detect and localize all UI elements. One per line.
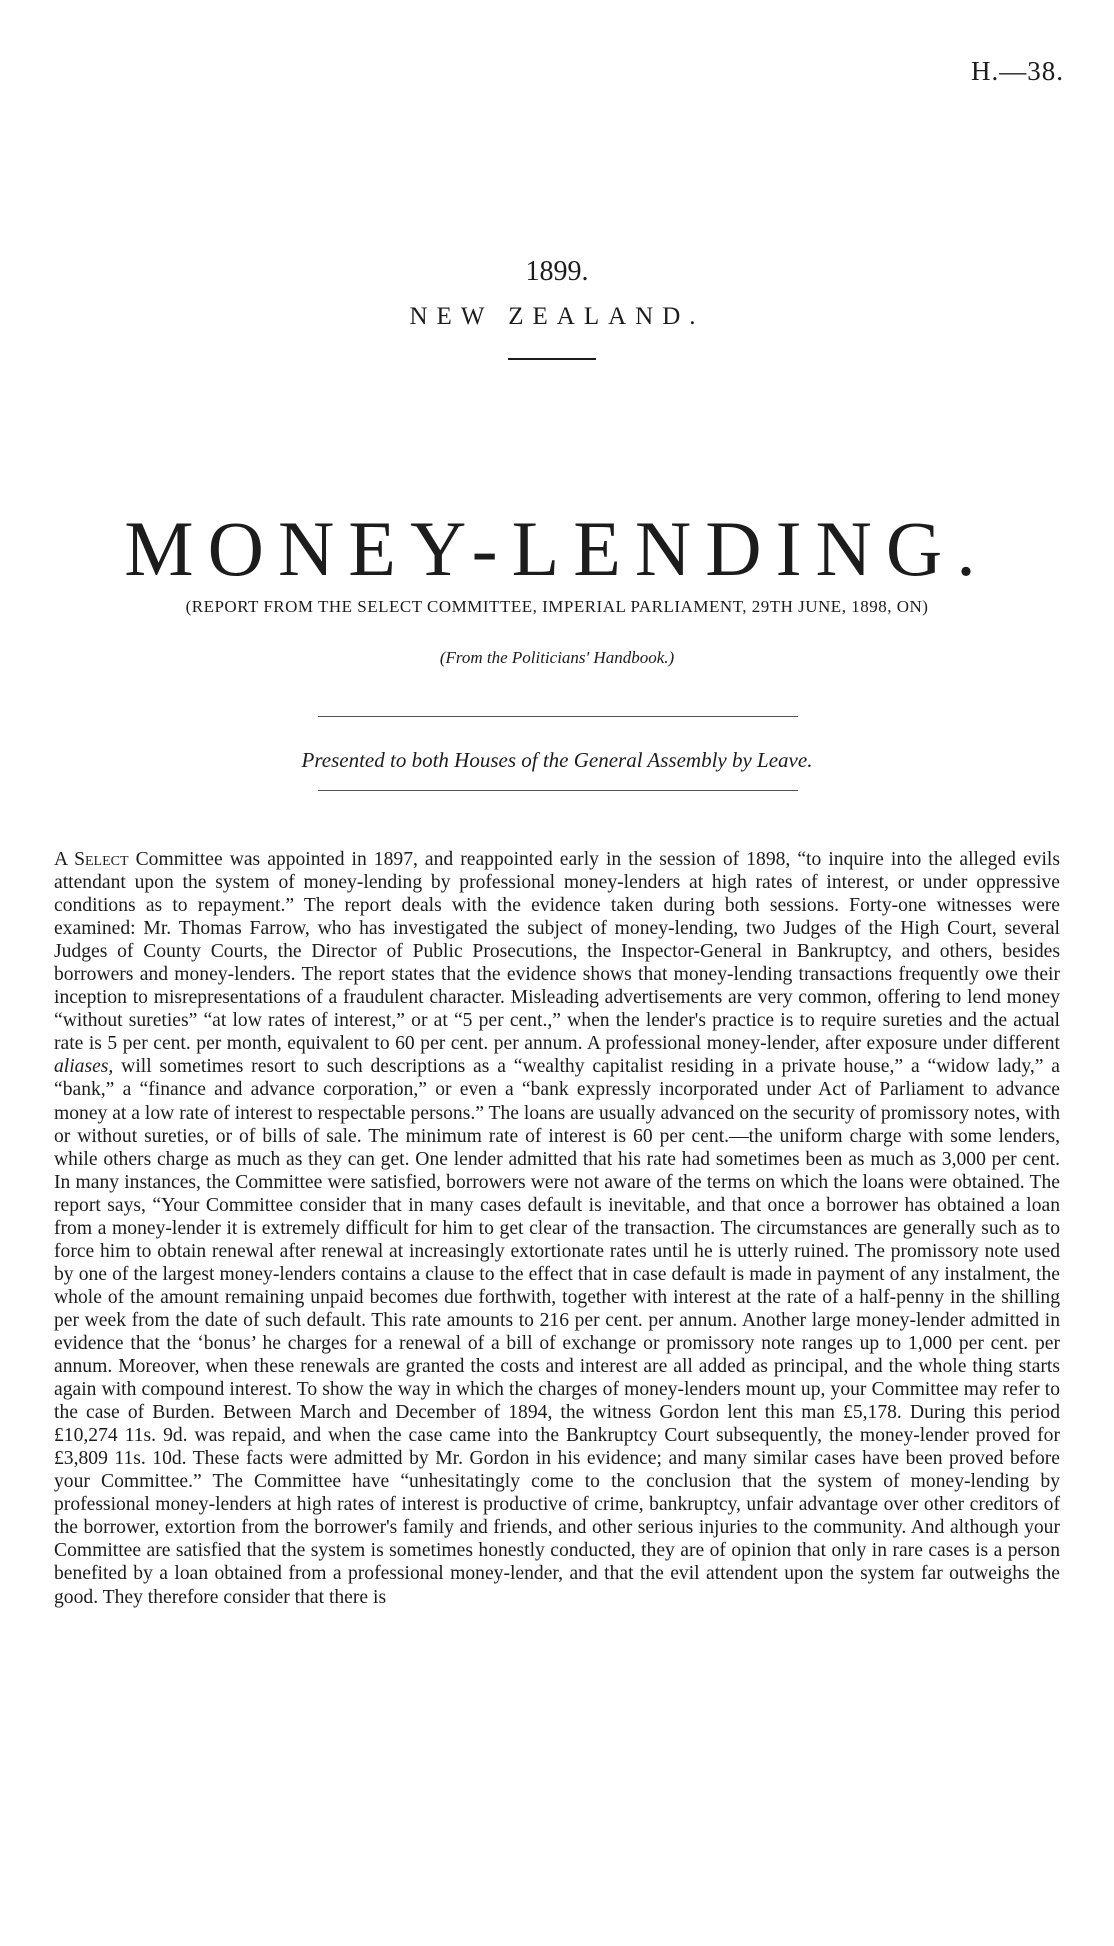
year: 1899. xyxy=(525,256,589,287)
body-text-aliases: aliases, xyxy=(54,1056,114,1078)
report-subtitle: (REPORT FROM THE SELECT COMMITTEE, IMPERIAL PARLIAMENT, 29TH JUNE, 1898, ON) xyxy=(185,597,929,616)
main-title: MONEY-LENDING. xyxy=(124,505,990,592)
country-heading: NEW ZEALAND. xyxy=(409,303,705,330)
body-paragraph xyxy=(54,848,1060,1609)
title-divider xyxy=(508,358,596,360)
presented-line: Presented to both Houses of the General Assembly by Leave. xyxy=(301,748,813,772)
divider-lower xyxy=(318,790,798,791)
paragraph-lead-in: A Select xyxy=(54,849,129,870)
source-note: (From the Politicians' Handbook.) xyxy=(439,648,675,667)
divider-upper xyxy=(318,716,798,717)
body-text-part-2: will sometimes resort to such descriptions as a “wealthy capitalist residing in a private house,” a “widow lady,” a “bank,” a “finance and advance corporation,” or even a “bank expressly incorporated under Act of Parliament to advance money at a low rate of interest to respectable persons.” The loans are usually advanced on the security of promissory notes, with or without sureties, or of bills of sale. The minimum rate of interest is 60 per cent.—the uniform charge with some lenders, while others charge as much as they can get. One lender admitted that his rate had sometimes been as much as 3,000 per cent. In many instances, the Committee were satisfied, borrowers were not aware of the terms on which the loans were obtained. The report says, “Your Committee consider that in many cases default is inevitable, and that once a borrower has obtained a loan from a money-lender it is extremely difficult for him to get clear of the transaction. The circumstances are generally such as to force him to obtain renewal after renewal at increasingly extortionate rates until he is utterly ruined. The promissory note used by one of the largest money-lenders contains a clause to the effect that in case default is made in payment of any instalment, the whole of the amount remaining unpaid becomes due forthwith, together with interest at the rate of a half-penny in the shilling per week from the date of such default. This rate amounts to 216 per cent. per annum. Another large money-lender admitted in evidence that the ‘bonus’ he charges for a renewal of a bill of exchange or promissory note ranges up to 1,000 per cent. per annum. Moreover, when these renewals are granted the costs and interest are all added as principal, and the whole thing starts again with compound interest. To show the way in which the charges of money-lenders mount up, your Committee may refer to the case of Burden. Between March and December of 1894, the witness Gordon lent this man £5,178. During this period £10,274 11s. 9d. was repaid, and when the case came into the Bankruptcy Court subsequently, the money-lender proved for £3,809 11s. 10d. These facts were admitted by Mr. Gordon in his evidence; and many similar cases have been proved before your Committee.” The Committee have “unhesitatingly come to the conclusion that the system of money-lending by professional money-lenders at high rates of interest is productive of crime, bankruptcy, unfair advantage over other creditors of the borrower, extortion from the borrower's family and friends, and other serious injuries to the community. And although your Committee are satisfied that the system is sometimes honestly conducted, they are of opinion that only in rare cases is a person benefited by a loan obtained from a professional money-lender, and that the evil attendent upon the system far outweighs the good. They therefore consider that there is xyxy=(54,1056,1060,1608)
page-reference: H.—38. xyxy=(971,56,1064,86)
body-text-part-1: Committee was appointed in 1897, and reappointed early in the session of 1898, “to inquire into the alleged evils attendant upon the system of money-lending by professional money-lenders at high rates of interest, or under oppressive conditions as to repayment.” The report deals with the evidence taken during both sessions. Forty-one witnesses were examined: Mr. Thomas Farrow, who has investigated the subject of money-lending, two Judges of the High Court, several Judges of County Courts, the Director of Public Prosecutions, the Inspector-General in Bankruptcy, and others, besides borrowers and money-lenders. The report states that the evidence shows that money-lending transactions frequently owe their inception to misrepresentations of a fraudulent character. Misleading advertisements are very common, offering to lend money “without sureties” “at low rates of interest,” or at “5 per cent.,” when the lender's practice is to require sureties and the actual rate is 5 per cent. per month, equivalent to 60 per cent. per annum. A professional money-lender, after exposure under different xyxy=(54,849,1060,1055)
